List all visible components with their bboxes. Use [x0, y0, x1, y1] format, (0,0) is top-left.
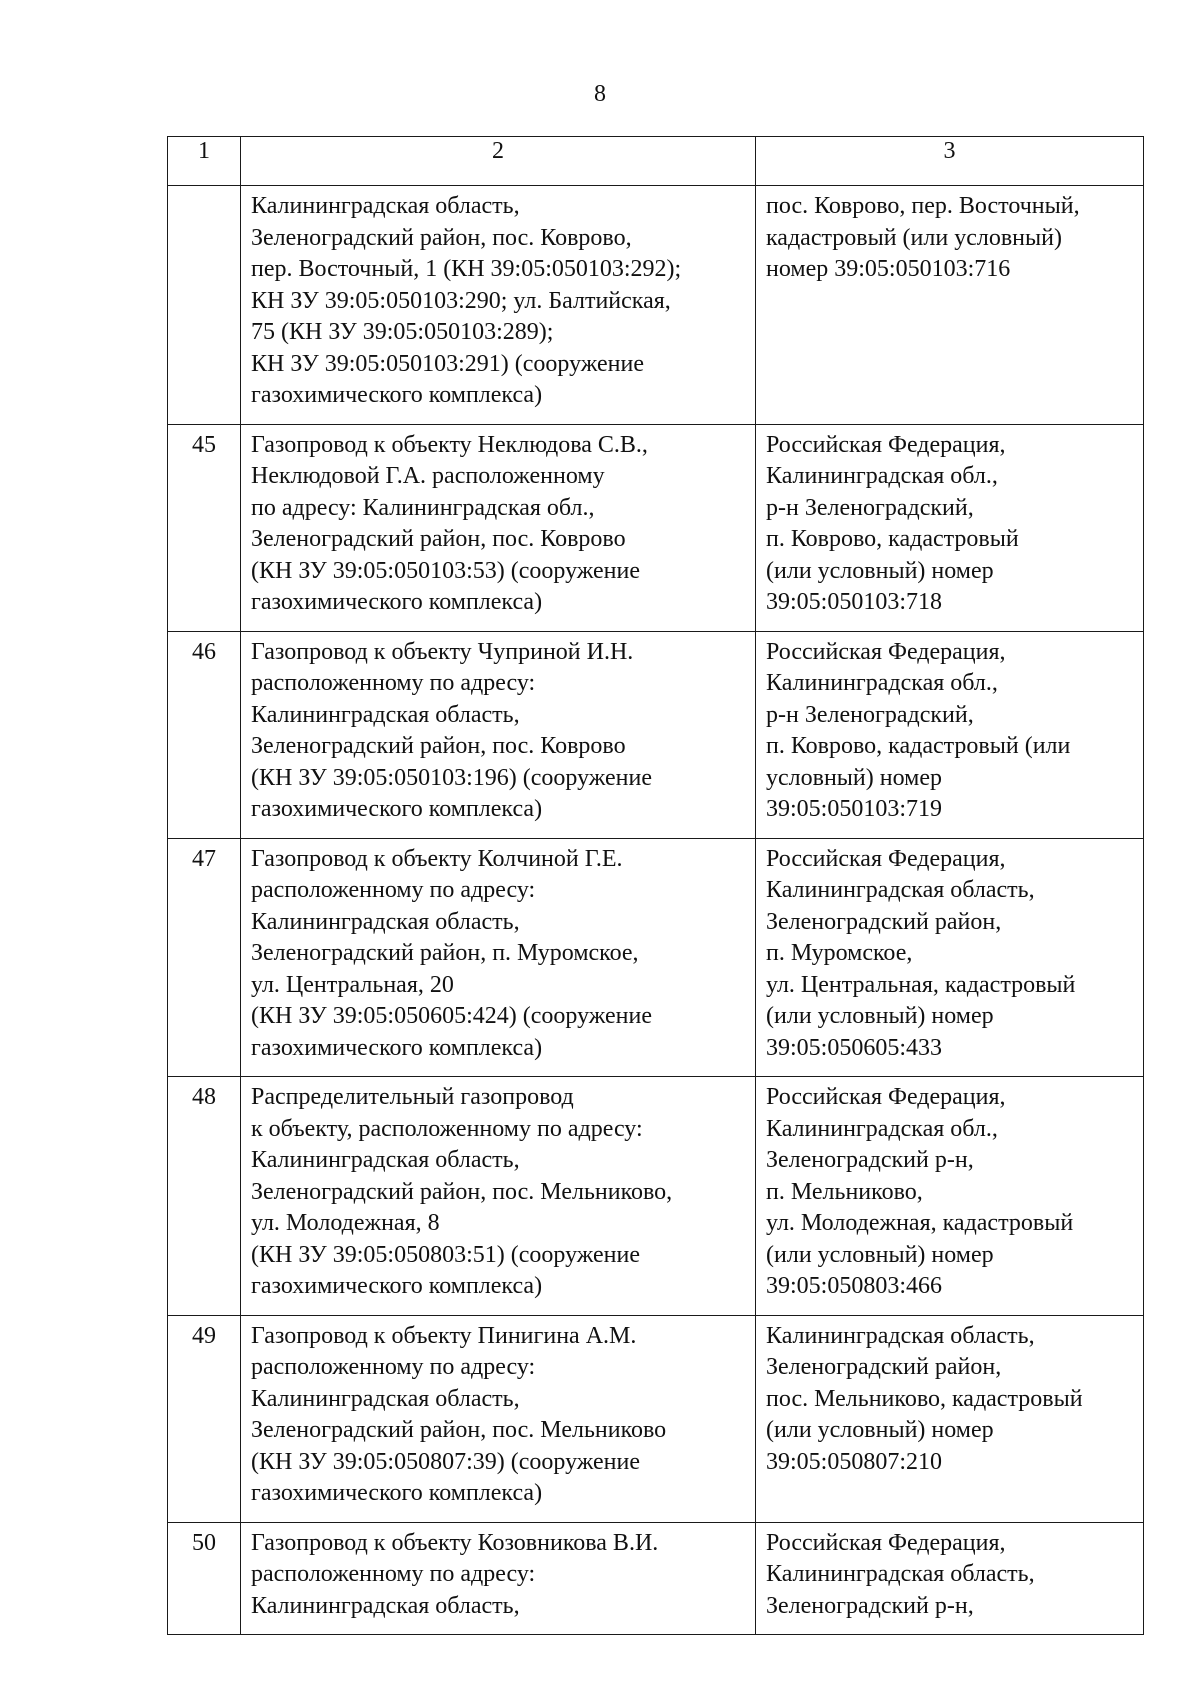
location-line: номер 39:05:050103:716 — [766, 256, 1011, 282]
header-col-1: 1 — [168, 137, 241, 186]
location-line: (или условный) номер — [766, 1417, 994, 1443]
object-description-line: Неклюдовой Г.А. расположенному — [251, 463, 605, 489]
location-line: р-н Зеленоградский, — [766, 494, 974, 521]
location-line: р-н Зеленоградский, — [766, 701, 974, 728]
table-row — [168, 631, 1144, 838]
row-number: 48 — [168, 1077, 241, 1316]
object-description-line: Калининградская область, — [251, 908, 520, 935]
object-description-line: пер. Восточный, 1 (КН 39:05:050103:292); — [251, 256, 682, 282]
object-description-line: Зеленоградский район, пос. Коврово — [251, 526, 626, 552]
row-number: 45 — [168, 424, 241, 631]
object-description-line: расположенному по адресу: — [251, 877, 536, 903]
location-line: п. Мельниково, — [766, 1178, 923, 1205]
header-col-3: 3 — [756, 137, 1144, 186]
object-description-line: Зеленоградский район, пос. Мельниково, — [251, 1178, 673, 1205]
location-line: 39:05:050807:210 — [766, 1448, 943, 1475]
page-number: 8 — [594, 81, 606, 107]
location-line: п. Муромское, — [766, 940, 913, 966]
header-row — [168, 137, 1144, 186]
object-description-line: Газопровод к объекту Козовникова В.И. — [251, 1529, 659, 1556]
object-description-line: Зеленоградский район, пос. Мельниково — [251, 1417, 667, 1443]
location-line: 39:05:050103:718 — [766, 589, 943, 615]
object-description-line: Калининградская область, — [251, 193, 520, 219]
location-line: 39:05:050803:466 — [766, 1273, 943, 1299]
row-number: 50 — [168, 1522, 241, 1635]
location-cell — [756, 1315, 1144, 1522]
location-cell — [756, 1077, 1144, 1316]
object-description-line: газохимического комплекса) — [251, 1480, 543, 1506]
object-description-line: ул. Центральная, 20 — [251, 971, 454, 998]
object-description-cell — [241, 631, 756, 838]
table-row — [168, 1315, 1144, 1522]
object-description-line: газохимического комплекса) — [251, 1273, 543, 1299]
table-row — [168, 1077, 1144, 1316]
object-description-cell — [241, 1522, 756, 1635]
row-number: 46 — [168, 631, 241, 838]
object-description-line: по адресу: Калининградская обл., — [251, 494, 595, 521]
object-description-line: газохимического комплекса) — [251, 1034, 543, 1061]
object-description-line: к объекту, расположенному по адресу: — [251, 1115, 643, 1142]
object-description-line: Газопровод к объекту Чуприной И.Н. — [251, 638, 634, 665]
location-line: Зеленоградский р-н, — [766, 1147, 974, 1173]
location-line: пос. Коврово, пер. Восточный, — [766, 193, 1080, 219]
location-line: 39:05:050103:719 — [766, 796, 943, 822]
object-description-line: КН ЗУ 39:05:050103:290; ул. Балтийская, — [251, 287, 671, 314]
location-line: Российская Федерация, — [766, 1529, 1006, 1556]
location-line: ул. Центральная, кадастровый — [766, 971, 1076, 998]
object-description-line: расположенному по адресу: — [251, 1354, 536, 1380]
location-line: Российская Федерация, — [766, 1084, 1006, 1110]
header-col-2: 2 — [241, 137, 756, 186]
object-description-line: газохимического комплекса) — [251, 796, 543, 822]
object-description-line: ул. Молодежная, 8 — [251, 1210, 440, 1236]
location-line: Зеленоградский район, — [766, 908, 1002, 935]
object-description-line: (КН ЗУ 39:05:050803:51) (сооружение — [251, 1241, 641, 1268]
location-line: условный) номер — [766, 764, 942, 791]
location-cell — [756, 424, 1144, 631]
object-description-line: 75 (КН ЗУ 39:05:050103:289); — [251, 319, 554, 345]
location-line: Калининградская обл., — [766, 463, 998, 489]
row-number — [168, 186, 241, 425]
location-line: (или условный) номер — [766, 557, 994, 584]
location-line: 39:05:050605:433 — [766, 1034, 943, 1061]
location-cell — [756, 186, 1144, 425]
object-description-cell — [241, 424, 756, 631]
table-row — [168, 424, 1144, 631]
table-row — [168, 1522, 1144, 1635]
location-line: Калининградская область, — [766, 877, 1035, 903]
location-line: (или условный) номер — [766, 1241, 994, 1268]
location-line: Калининградская обл., — [766, 1115, 998, 1142]
location-line: пос. Мельниково, кадастровый — [766, 1385, 1083, 1412]
object-description-line: расположенному по адресу: — [251, 1561, 536, 1587]
object-description-line: Газопровод к объекту Неклюдова С.В., — [251, 431, 648, 458]
object-description-line: (КН ЗУ 39:05:050605:424) (сооружение — [251, 1003, 653, 1029]
location-cell — [756, 1522, 1144, 1635]
object-description-line: расположенному по адресу: — [251, 670, 536, 696]
location-line: Российская Федерация, — [766, 638, 1006, 665]
object-description-line: (КН ЗУ 39:05:050103:53) (сооружение — [251, 557, 641, 584]
register-table — [167, 136, 1144, 1635]
location-line: Зеленоградский р-н, — [766, 1592, 974, 1619]
location-line: Зеленоградский район, — [766, 1354, 1002, 1380]
row-number: 49 — [168, 1315, 241, 1522]
object-description-line: (КН ЗУ 39:05:050103:196) (сооружение — [251, 764, 653, 791]
table-body — [168, 137, 1144, 1635]
object-description-line: Газопровод к объекту Пинигина А.М. — [251, 1322, 637, 1349]
location-line: Калининградская область, — [766, 1322, 1035, 1349]
object-description-line: Зеленоградский район, п. Муромское, — [251, 940, 639, 966]
object-description-line: Калининградская область, — [251, 701, 520, 728]
object-description-cell — [241, 1315, 756, 1522]
location-line: кадастровый (или условный) — [766, 224, 1062, 251]
location-line: п. Коврово, кадастровый (или — [766, 733, 1071, 759]
object-description-line: Калининградская область, — [251, 1147, 520, 1173]
object-description-line: газохимического комплекса) — [251, 589, 543, 615]
location-line: Российская Федерация, — [766, 431, 1006, 458]
object-description-cell — [241, 838, 756, 1077]
location-cell — [756, 838, 1144, 1077]
object-description-line: КН ЗУ 39:05:050103:291) (сооружение — [251, 350, 645, 377]
row-number: 47 — [168, 838, 241, 1077]
location-line: (или условный) номер — [766, 1003, 994, 1029]
table-row — [168, 186, 1144, 425]
location-line: ул. Молодежная, кадастровый — [766, 1210, 1074, 1236]
object-description-line: Зеленоградский район, пос. Коврово — [251, 733, 626, 759]
object-description-line: Зеленоградский район, пос. Коврово, — [251, 224, 632, 251]
object-description-line: Калининградская область, — [251, 1385, 520, 1412]
object-description-cell — [241, 1077, 756, 1316]
object-description-line: Газопровод к объекту Колчиной Г.Е. — [251, 845, 623, 872]
object-description-line: Распределительный газопровод — [251, 1084, 574, 1110]
object-description-cell — [241, 186, 756, 425]
location-line: п. Коврово, кадастровый — [766, 526, 1019, 552]
object-description-line: Калининградская область, — [251, 1592, 520, 1619]
table-row — [168, 838, 1144, 1077]
location-line: Калининградская область, — [766, 1561, 1035, 1587]
object-description-line: газохимического комплекса) — [251, 382, 543, 408]
location-line: Калининградская обл., — [766, 670, 998, 696]
location-line: Российская Федерация, — [766, 845, 1006, 872]
object-description-line: (КН ЗУ 39:05:050807:39) (сооружение — [251, 1448, 641, 1475]
location-cell — [756, 631, 1144, 838]
